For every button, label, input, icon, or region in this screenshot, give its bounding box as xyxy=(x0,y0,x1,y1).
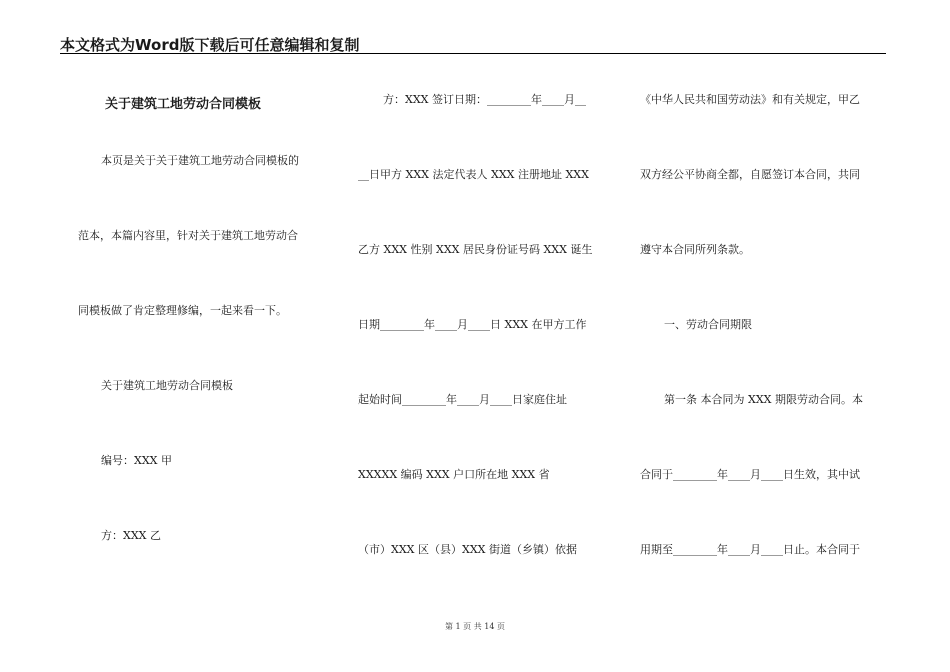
banner-divider xyxy=(60,53,886,54)
col3-line-6: 合同于________年____月____日生效，其中试 xyxy=(640,468,860,481)
col1-line-5: 编号：XXX 甲 xyxy=(101,454,172,467)
col1-line-2: 范本，本篇内容里，针对关于建筑工地劳动合 xyxy=(78,229,298,242)
col2-line-5: 起始时间________年____月____日家庭住址 xyxy=(358,393,567,406)
col2-line-2: __日甲方 XXX 法定代表人 XXX 注册地址 XXX xyxy=(358,168,589,181)
document-title: 关于建筑工地劳动合同模板 xyxy=(105,97,262,112)
col3-line-1: 《中华人民共和国劳动法》和有关规定，甲乙 xyxy=(640,93,860,106)
col3-line-3: 遵守本合同所列条款。 xyxy=(640,243,750,256)
col3-line-2: 双方经公平协商全都，自愿签订本合同，共同 xyxy=(640,168,860,181)
col2-line-7: （市）XXX 区（县）XXX 街道（乡镇）依据 xyxy=(358,543,577,556)
page-number: 第 1 页 共 14 页 xyxy=(445,622,505,631)
download-banner-text: 本文格式为Word版下载后可任意编辑和复制 xyxy=(60,36,360,54)
col2-line-1: 方：XXX 签订日期：________年____月__ xyxy=(383,93,586,106)
col1-line-1: 本页是关于关于建筑工地劳动合同模板的 xyxy=(101,154,299,167)
col2-line-4: 日期________年____月____日 XXX 在甲方工作 xyxy=(358,318,587,331)
col3-line-4: 一、劳动合同期限 xyxy=(664,318,752,331)
col3-line-7: 用期至________年____月____日止。本合同于 xyxy=(640,543,860,556)
col3-line-5: 第一条 本合同为 XXX 期限劳动合同。本 xyxy=(664,393,863,406)
col1-line-6: 方：XXX 乙 xyxy=(101,529,161,542)
col2-line-3: 乙方 XXX 性别 XXX 居民身份证号码 XXX 诞生 xyxy=(358,243,593,256)
col2-line-6: XXXXX 编码 XXX 户口所在地 XXX 省 xyxy=(358,468,550,481)
col1-line-4: 关于建筑工地劳动合同模板 xyxy=(101,379,233,392)
col1-line-3: 同模板做了肯定整理修编，一起来看一下。 xyxy=(78,304,287,317)
